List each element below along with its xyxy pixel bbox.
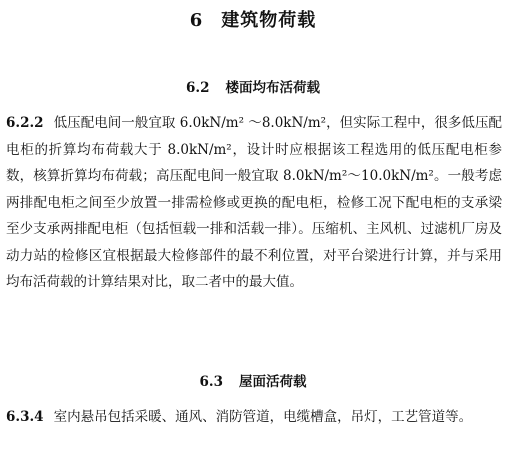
clause-6-2-2-text: 低压配电间一般宜取 6.0kN/m² ～8.0kN/m²，但实际工程中，很多低压配电柜的折算均布荷载大于 8.0kN/m²，设计时应根据该工程选用的低压配电柜参数，核算折算均布荷载；高压配电间一般宜取 8.0kN/m²～10.0kN/m²。一般考虑两排配电柜之间至少放置一排需检修或更换的配电柜，检修工况下配电柜的支承梁至少支承两排配电柜（包括恒载一排和活载一排）。压缩机、主风机、过滤机厂房及动力站的检修区宜根据最大检修部件的最不利位置，对平台梁进行计算，并与采用均布活荷载的计算结果对比，取二者中的最大值。 bbox=[6, 115, 502, 290]
section-6-2-title bbox=[0, 76, 506, 96]
section-6-3-title-text: 屋面活荷载 bbox=[239, 374, 307, 390]
chapter-title bbox=[0, 6, 506, 32]
clause-6-3-4-text: 室内悬吊包括采暖、通风、消防管道，电缆槽盒，吊灯，工艺管道等。 bbox=[53, 409, 473, 425]
clause-6-2-2-number: 6.2.2 bbox=[6, 115, 44, 131]
section-6-3-title bbox=[0, 370, 506, 390]
chapter-number: 6 bbox=[189, 10, 204, 31]
chapter-title-text: 建筑物荷载 bbox=[221, 10, 317, 31]
section-6-2-title-text: 楼面均布活荷载 bbox=[225, 80, 320, 96]
clause-6-2-2 bbox=[6, 110, 502, 296]
section-6-2-number: 6.2 bbox=[186, 80, 210, 96]
clause-6-3-4-number: 6.3.4 bbox=[6, 409, 44, 425]
section-6-3-number: 6.3 bbox=[199, 374, 223, 390]
clause-6-3-4 bbox=[6, 404, 502, 431]
